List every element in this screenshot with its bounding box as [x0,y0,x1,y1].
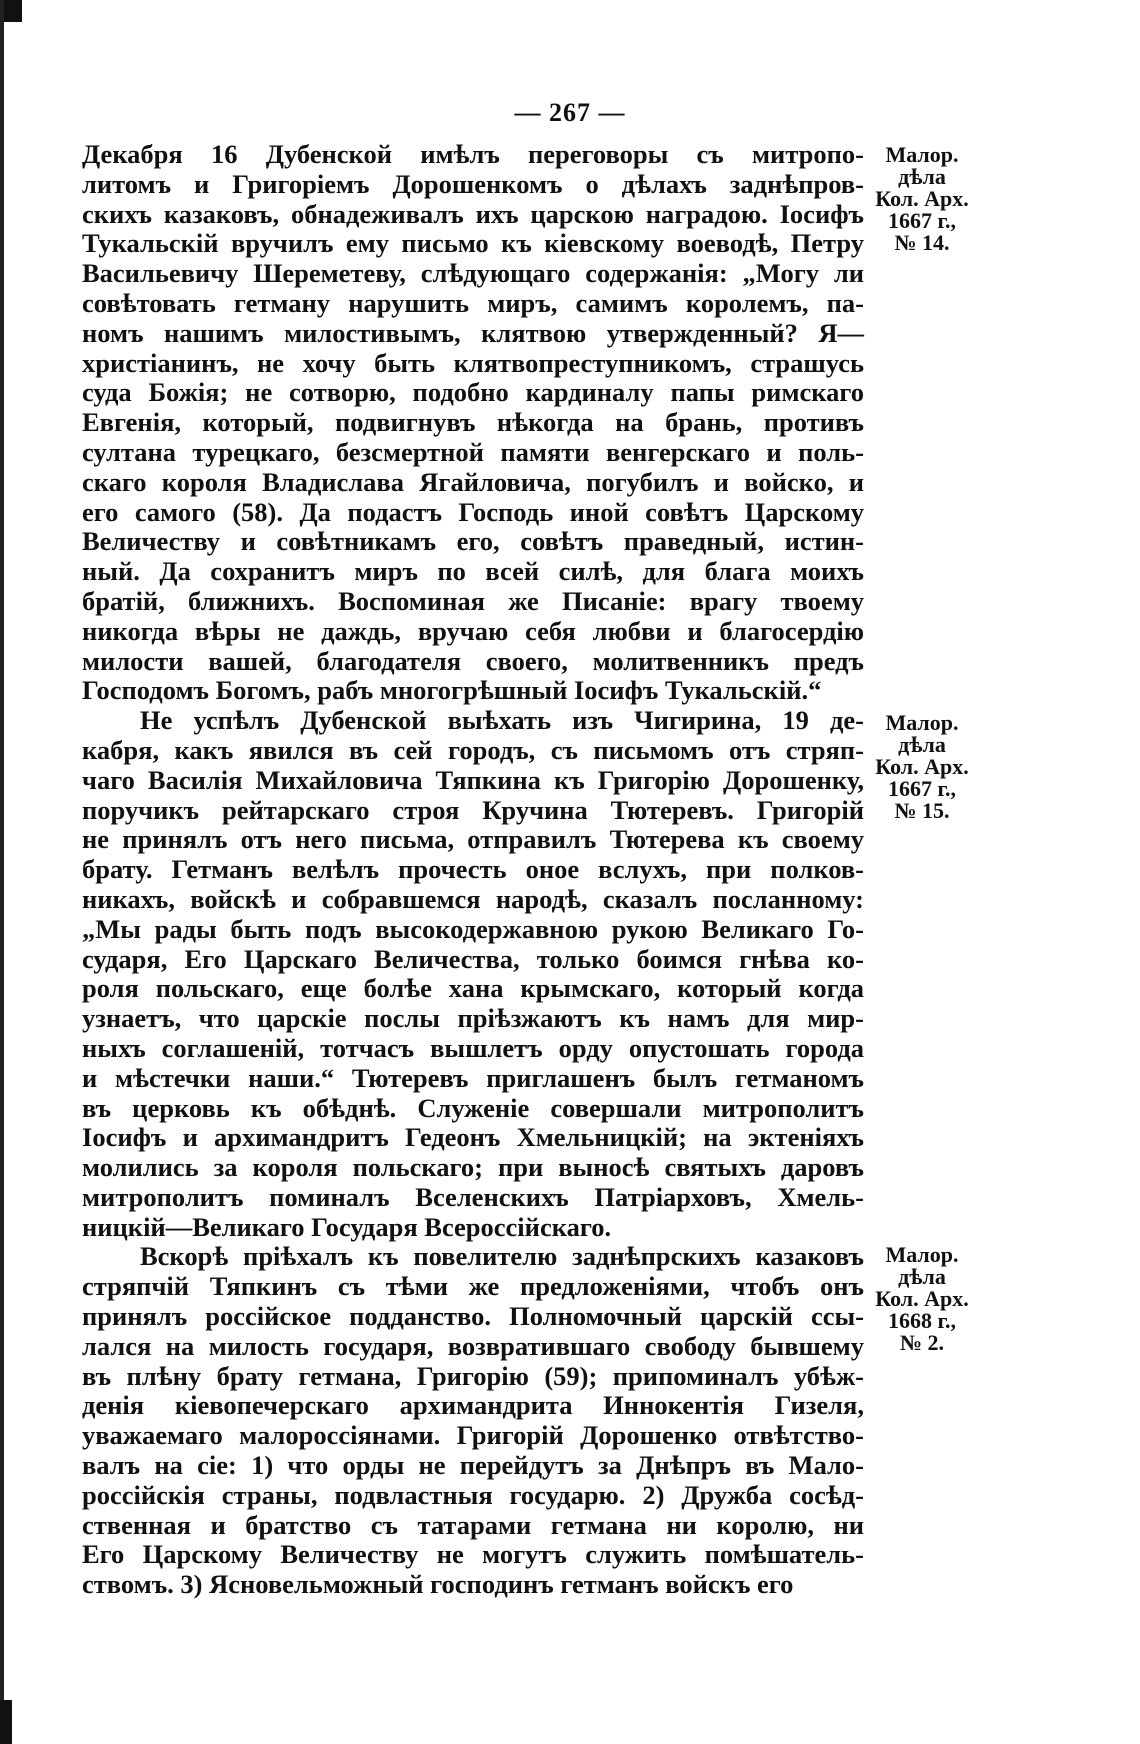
text-line: ственная и братство съ татарами гетмана ни королю, ни [82,1509,864,1540]
text-line: христіанинъ, не хочу быть клятвопреступникомъ, страшусь [82,347,864,378]
text-line: ныхъ соглашеній, тотчасъ вышлетъ орду опустошать города [82,1032,864,1063]
margin-note-line: 1667 г., [887,208,956,233]
text-line: милости вашей, благодателя своего, молитвенникъ предъ [82,645,864,676]
text-line: уважаемаго малороссіянами. Григорій Дорошенко отвѣтство- [82,1420,864,1451]
text-line: россійскія страны, подвластныя государю. 2) Дружба сосѣд- [82,1479,864,1510]
text-line: Іосифъ и архимандритъ Гедеонъ Хмельницкій; на эктеніяхъ [82,1122,864,1153]
text-line: литомъ и Григоріемъ Дорошенкомъ о дѣлахъ заднѣпров- [82,168,864,199]
text-line: стряпчій Тяпкинъ съ тѣми же предложеніями, чтобъ онъ [82,1271,864,1302]
text-line: скихъ казаковъ, обнадеживалъ ихъ царскою наградою. Іосифъ [82,198,864,229]
margin-note-line: Кол. Арх. [875,186,969,211]
text-line: Евгенія, который, подвигнувъ нѣкогда на брань, противъ [82,407,864,438]
text-line: номъ нашимъ милостивымъ, клятвою утвержденный? Я— [82,317,864,348]
margin-note-line: Малор. [885,1242,959,1267]
text-line: Тукальскій вручилъ ему письмо къ кіевскому воеводѣ, Петру [82,228,864,259]
text-line: ный. Да сохранитъ миръ по всей силѣ, для блага моихъ [82,556,864,587]
text-line: совѣтовать гетману нарушить миръ, самимъ королемъ, па- [82,287,864,318]
margin-note-line: дѣла [898,732,946,757]
text-line: Вскорѣ пріѣхалъ къ повелителю заднѣпрскихъ казаковъ [140,1241,864,1272]
text-line: поручикъ рейтарскаго строя Кручина Тютеревъ. Григорій [82,794,864,825]
text-line: Господомъ Богомъ, рабъ многогрѣшный Іосифъ Тукальскій.“ [82,675,822,706]
text-line: Васильевичу Шереметеву, слѣдующаго содержанія: „Могу ли [82,258,864,289]
margin-note-line: Кол. Арх. [875,754,969,779]
margin-note-3 [872,1244,972,1354]
text-line: въ церковь къ обѣднѣ. Служеніе совершали митрополитъ [82,1092,864,1123]
text-line: кабря, какъ явился въ сей городъ, съ письмомъ отъ стряп- [82,734,864,765]
page-number: — 267 — [514,98,626,127]
margin-note-2 [872,712,972,822]
text-line: скаго короля Владислава Ягайловича, погубилъ и войско, и [82,466,864,497]
text-line: Не успѣлъ Дубенской выѣхать изъ Чигирина, 19 де- [140,705,864,736]
text-line: его самого (58). Да подастъ Господь иной совѣтъ Царскому [82,496,864,527]
margin-note-line: дѣла [898,1264,946,1289]
margin-note-line: 1667 г., [887,776,956,801]
text-line: султана турецкаго, безсмертной памяти венгерскаго и поль- [82,436,864,467]
text-line: никахъ, войскѣ и собравшемся народѣ, сказалъ посланному: [82,883,864,914]
body-text [82,140,864,1600]
text-line: брату. Гетманъ велѣлъ прочесть оное вслухъ, при полков- [82,854,864,885]
text-line: лался на милость государя, возвратившаго свободу бывшему [82,1330,864,1361]
margin-note-line: № 15. [894,798,950,823]
paragraph-1 [82,140,864,706]
text-line: митрополитъ поминалъ Вселенскихъ Патріарховъ, Хмель- [82,1181,864,1212]
text-line: не принялъ отъ него письма, отправилъ Тютерева къ своему [82,824,864,855]
text-line: ствомъ. 3) Ясновельможный господинъ гетманъ войскъ его [82,1569,794,1600]
text-line: денія кіевопечерскаго архимандрита Иннокентія Гизеля, [82,1390,864,1421]
text-line: ницкій—Великаго Государя Всероссійскаго. [82,1211,612,1242]
text-line: чаго Василія Михайловича Тяпкина къ Григорію Дорошенку, [82,764,864,795]
paragraph-3 [82,1242,864,1600]
text-line: узнаетъ, что царскіе послы пріѣзжаютъ къ намъ для мир- [82,1003,864,1034]
margin-note-line: 1668 г., [887,1308,956,1333]
margin-note-line: № 14. [894,230,950,255]
text-line: роля польскаго, еще болѣе хана крымскаго, который когда [82,973,864,1004]
margin-note-line: Малор. [885,710,959,735]
text-line: сударя, Его Царскаго Величества, только боимся гнѣва ко- [82,943,864,974]
text-line: суда Божія; не сотворю, подобно кардиналу папы римскаго [82,377,864,408]
text-line: никогда вѣры не даждь, вручаю себя любви и благосердію [82,615,864,646]
margin-note-line: Кол. Арх. [875,1286,969,1311]
scan-bottom-mark [0,1700,12,1744]
text-line: молились за короля польскаго; при выносѣ святыхъ даровъ [82,1152,864,1183]
text-line: и мѣстечки наши.“ Тютеревъ приглашенъ былъ гетманомъ [82,1062,864,1093]
text-line: „Мы рады быть подъ высокодержавною рукою Великаго Го- [82,913,864,944]
margin-note-line: Малор. [885,142,959,167]
scan-left-edge [0,0,4,1744]
margin-note-line: дѣла [898,164,946,189]
text-line: Его Царскому Величеству не могутъ служить помѣшатель- [82,1539,864,1570]
text-line: валъ на сіе: 1) что орды не перейдутъ за Днѣпръ въ Мало- [82,1450,864,1481]
margin-note-1 [872,144,972,254]
paragraph-2 [82,706,864,1242]
text-line: въ плѣну брату гетмана, Григорію (59); припоминалъ убѣж- [82,1360,864,1391]
text-line: принялъ россійское подданство. Полномочный царскій ссы- [82,1301,864,1332]
margin-note-line: № 2. [899,1330,945,1355]
text-line: братій, ближнихъ. Воспоминая же Писаніе: врагу твоему [82,585,864,616]
text-line: Величеству и совѣтникамъ его, совѣтъ праведный, истин- [82,526,864,557]
text-line: Декабря 16 Дубенской имѣлъ переговоры съ митропо- [82,139,864,169]
